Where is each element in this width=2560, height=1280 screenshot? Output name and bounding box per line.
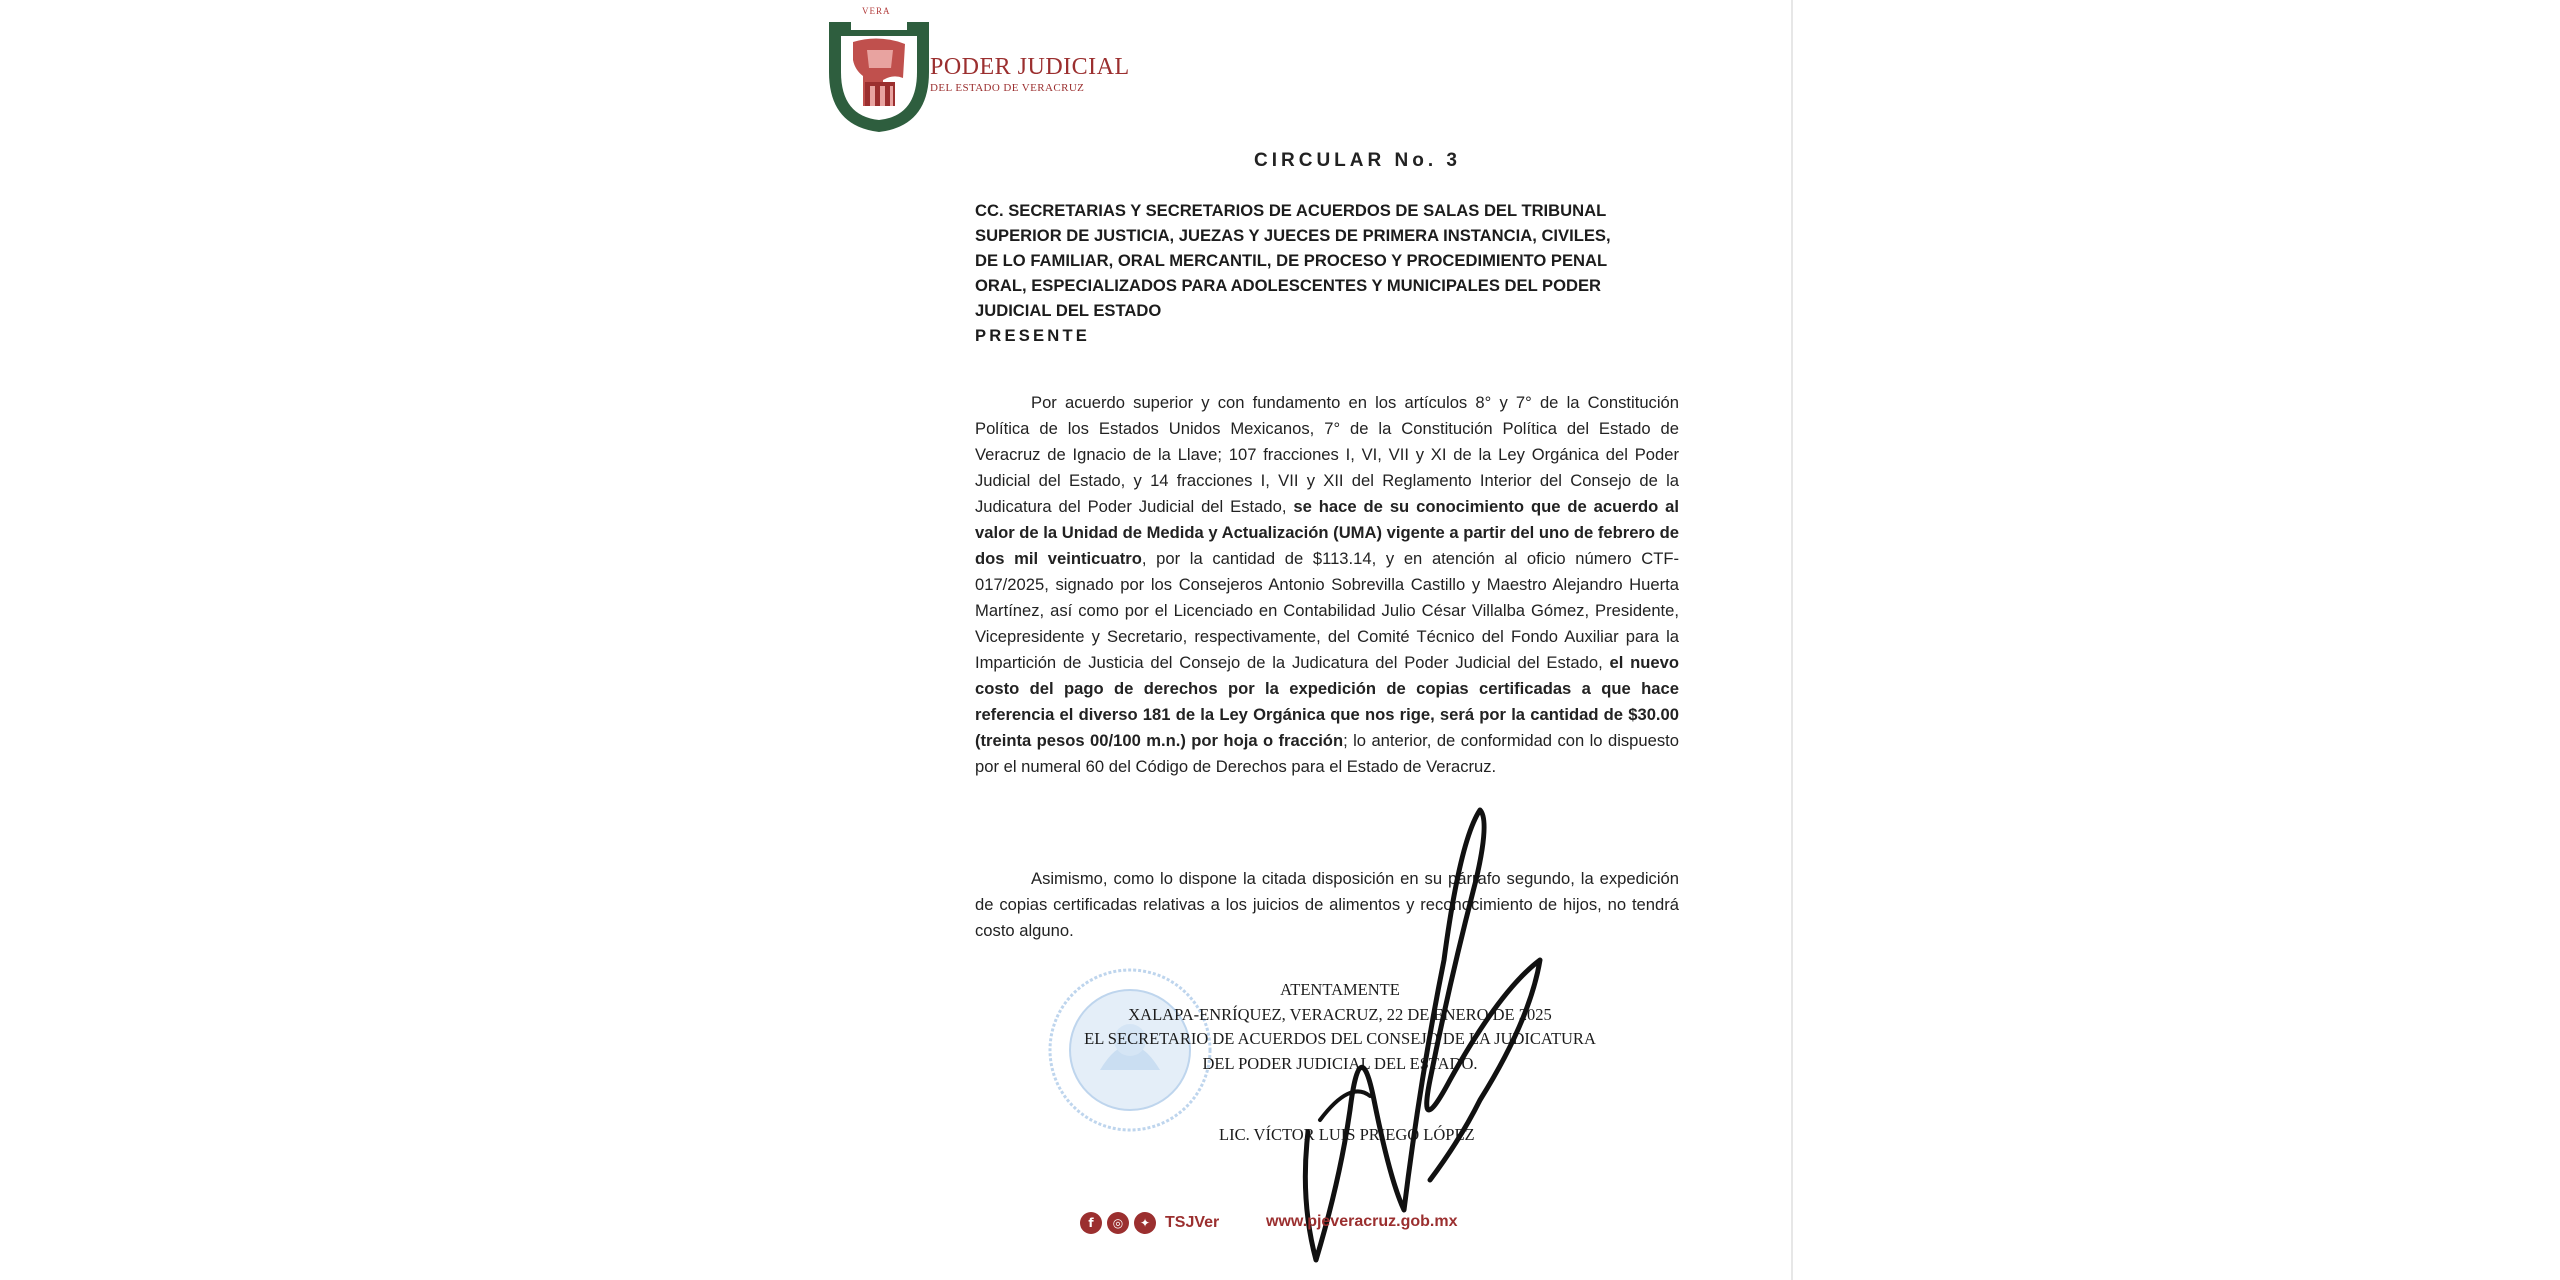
paragraph-segment-bold: se hace de su conocimiento que de acuerdo al valor de la Unidad de Medida y Actualización (UMA) vigente a partir del uno de febrero de dos mil veinticuatro bbox=[975, 497, 1680, 568]
closing-line: XALAPA-ENRÍQUEZ, VERACRUZ, 22 DE ENERO DE 2025 bbox=[1128, 1004, 1552, 1024]
addressee-line: ORAL, ESPECIALIZADOS PARA ADOLESCENTES Y MUNICIPALES DEL PODER bbox=[975, 276, 1602, 295]
paragraph-segment: ; lo anterior, de conformidad con lo dispuesto por el numeral 60 del Código de Derechos para el Estado de Veracruz. bbox=[975, 731, 1679, 776]
instagram-icon[interactable]: ◎ bbox=[1107, 1212, 1129, 1234]
paragraph-segment: Por acuerdo superior y con fundamento en los artículos 8° y 7° de la Constitución Política de los Estados Unidos Mexicanos, 7° de la Constitución Política del Estado de Veracruz de Ignacio de la Llave; 107 fracciones I, VI, VII y XI de la Ley Orgánica del Poder Judicial del Estado, y 14 fracciones I, VII y XII del Reglamento Interior del Consejo de la Judicatura del Poder Judicial del Estado, bbox=[975, 393, 1679, 516]
addressee-line: SUPERIOR DE JUSTICIA, JUEZAS Y JUECES DE PRIMERA INSTANCIA, CIVILES, bbox=[975, 226, 1611, 245]
org-title: PODER JUDICIAL bbox=[930, 54, 1130, 80]
page-edge bbox=[1791, 0, 1793, 1280]
closing-line: DEL PODER JUDICIAL DEL ESTADO. bbox=[1202, 1053, 1478, 1073]
closing-line: ATENTAMENTE bbox=[1280, 980, 1400, 999]
circular-title: CIRCULAR No. 3 bbox=[1254, 150, 1461, 171]
org-subtitle: DEL ESTADO DE VERACRUZ bbox=[930, 82, 1085, 94]
handwritten-signature-icon bbox=[1280, 780, 1630, 1280]
body-paragraph-1 bbox=[975, 390, 1679, 780]
closing-line: EL SECRETARIO DE ACUERDOS DEL CONSEJO DE LA JUDICATURA bbox=[1084, 1029, 1596, 1049]
paragraph-segment: , por la cantidad de $113.14, y en atención al oficio número CTF-017/2025, signado por los Consejeros Antonio Sobrevilla Castillo y Maestro Alejandro Huerta Martínez, así como por el Licenciado en Contabilidad Julio César Villalba Gómez, Presidente, Vicepresidente y Secretario, respectivamente, del Comité Técnico del Fondo Auxiliar para la Impartición de Justicia del Consejo de la Judicatura del Poder Judicial del Estado, bbox=[975, 549, 1680, 672]
body-paragraph-2: Asimismo, como lo dispone la citada disposición en su párrafo segundo, la expedición de copias certificadas relativas a los juicios de alimentos y reconocimiento de hijos, no tendrá costo alguno. bbox=[975, 869, 1679, 940]
addressee-line: DE LO FAMILIAR, ORAL MERCANTIL, DE PROCESO Y PROCEDIMIENTO PENAL bbox=[975, 251, 1608, 270]
logo-motto: VERA bbox=[862, 6, 891, 16]
signatory-name: LIC. VÍCTOR LUIS PRIEGO LÓPEZ bbox=[1219, 1125, 1475, 1144]
addressee-block bbox=[975, 198, 1635, 348]
facebook-icon[interactable]: f bbox=[1080, 1212, 1102, 1234]
addressee-line: JUDICIAL DEL ESTADO bbox=[975, 301, 1162, 320]
addressee-line: CC. SECRETARIAS Y SECRETARIOS DE ACUERDOS DE SALAS DEL TRIBUNAL bbox=[975, 201, 1607, 220]
presente-label: PRESENTE bbox=[975, 326, 1091, 345]
twitter-icon[interactable]: ✦ bbox=[1134, 1212, 1156, 1234]
social-handle[interactable]: TSJVer bbox=[1165, 1214, 1220, 1231]
footer-social bbox=[1080, 1212, 1219, 1234]
website-link[interactable]: www.pjeveracruz.gob.mx bbox=[1266, 1213, 1458, 1230]
paragraph-segment-bold: el nuevo costo del pago de derechos por la expedición de copias certificadas a que hace referencia el diverso 181 de la Ley Orgánica que nos rige, será por la cantidad de $30.00 (treinta pesos 00/100 m.n.) por hoja o fracción bbox=[975, 653, 1679, 750]
logo-emblem-icon bbox=[823, 16, 935, 136]
